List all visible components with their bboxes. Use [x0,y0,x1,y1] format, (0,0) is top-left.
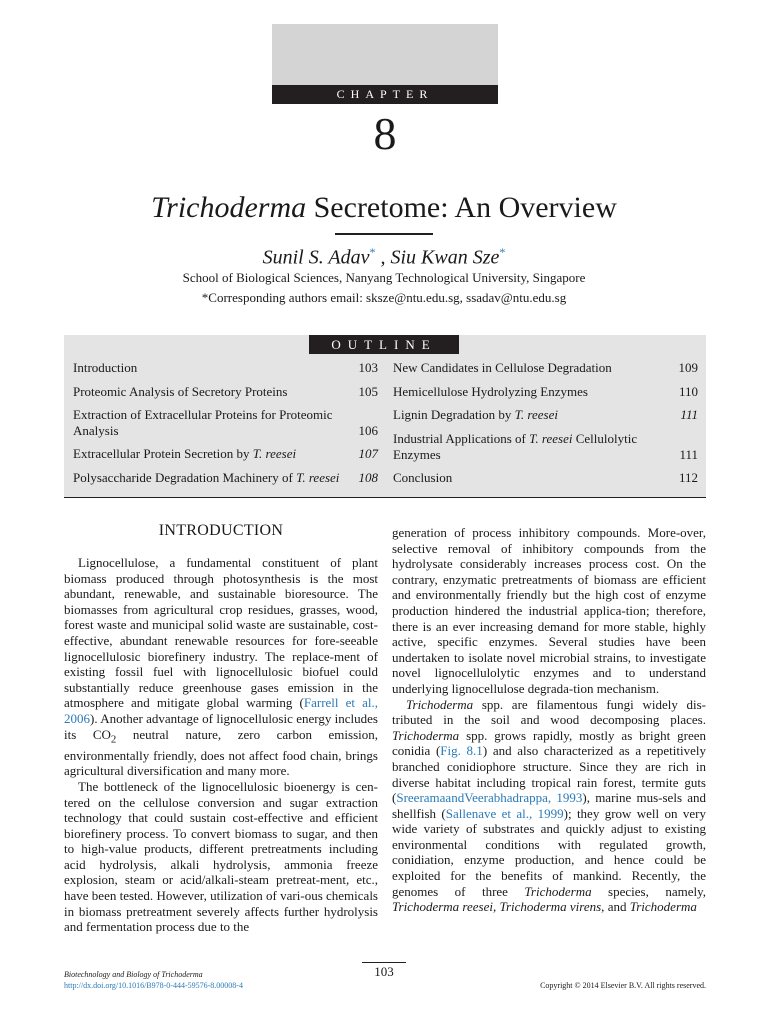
author-2-mark[interactable]: * [499,245,506,259]
authors [0,238,768,272]
paragraph-text: spp. grows rapidly, mostly as bright green conidia ( [392,727,706,759]
outline-item-title: Introduction [73,360,138,375]
section-heading: INTRODUCTION [158,522,284,539]
outline-item[interactable] [393,360,663,376]
title-italic: Trichoderma [151,191,307,224]
outline-item-title-cont: Analysis [73,423,119,438]
paragraph [392,697,706,915]
outline-item-title: Conclusion [393,470,453,485]
outline-item[interactable] [393,431,663,463]
affiliation: School of Biological Sciences, Nanyang Technological University, Singapore [182,270,586,285]
outline-item-title: Industrial Applications of [393,431,530,446]
species-name: Trichoderma [629,899,697,915]
author-1: Sunil S. Adav [262,246,370,269]
citation-link[interactable]: SreeramaandVeerabhadrappa, 1993 [396,790,583,806]
outline-item-page: 111 [679,447,698,462]
citation-link[interactable]: Sallenave et al., 1999 [445,805,564,821]
outline-item-title: Hemicellulose Hydrolyzing Enzymes [393,384,588,399]
outline-item-title: Extracellular Protein Secretion by [73,446,253,461]
outline-item[interactable] [73,384,343,400]
title-rest: Secretome: An Overview [306,191,617,224]
chapter-number: 8 [373,108,397,159]
chapter-title [0,188,768,228]
outline-item-page: 111 [680,407,698,422]
title-rule [335,233,433,235]
body-column-right [392,525,706,915]
species-name: Trichoderma [524,883,592,899]
paragraph-text: spp. are filamentous fungi widely dis-tributed in the soil and wood decomposing places. [392,696,706,728]
correspondence: *Corresponding authors email: sksze@ntu.edu.sg, ssadav@ntu.edu.sg [201,290,567,305]
outline-item-title: Extraction of Extracellular Proteins for Proteomic [73,407,333,422]
body-column-left [64,555,378,935]
journal-name: Biotechnology and Biology of Trichoderma [64,970,203,979]
outline-label: OUTLINE [309,335,459,354]
doi-link[interactable]: http://dx.doi.org/10.1016/B978-0-444-59576-8.00008-4 [64,981,243,990]
outline-item[interactable] [393,384,663,400]
author-1-mark[interactable]: * [369,245,376,259]
outline-item-title-cont: Enzymes [393,447,441,462]
outline-item-page: 105 [358,384,378,399]
outline-item[interactable] [73,407,353,439]
outline-item-page: 109 [678,360,698,375]
figure-link[interactable]: Fig. 8.1 [440,743,483,759]
outline-item-page: 107 [358,446,378,461]
outline-item-species: T. reesei [529,431,573,446]
paragraph-text: ); they grow well on very wide variety of substrates and quickly adjust to existing environmental conditions with regulated growth, conidiation, enzyme production, and hence could be exploited for the benefits of mankind. Recently, the genomes of three [392,805,706,899]
paragraph-text: species, namely, [591,883,706,899]
outline-item-title: Proteomic Analysis of Secretory Proteins [73,384,288,399]
outline-item[interactable] [73,360,343,376]
outline-item-title: Polysaccharide Degradation Machinery of [73,470,297,485]
paragraph-text: neutral nature, zero carbon emission, environmentally friendly, does not affect food chain, brings agricultural diversification and many more. [64,726,378,779]
paragraph [64,555,378,779]
outline-item[interactable] [393,407,663,423]
outline-item-page: 110 [678,384,698,399]
paragraph-text: ), marine mus-sels and shellfish ( [392,790,706,821]
paragraph-text: ) and also characterized as a repetitively branched conidiophore structure. Since they are rich in diverse habitat including tropical rain forest, termite guts ( [392,743,707,806]
outline-item-title: New Candidates in Cellulose Degradation [393,360,612,375]
outline-item[interactable] [73,470,343,486]
outline-item-species: T. reesei [252,446,297,461]
subscript: 2 [110,733,117,746]
species-name: Trichoderma [392,727,460,743]
chapter-label: CHAPTER [272,85,498,104]
paragraph-text: and [604,899,630,915]
outline-item-page: 103 [358,360,378,375]
outline-item-title: Lignin Degradation by [393,407,515,422]
page-number: 103 [362,962,406,981]
outline-item-page: 108 [358,470,378,485]
paragraph: The bottleneck of the lignocellulosic bioenergy is cen-tered on the cellulose conversion and sugar extraction technology that could sustain cost-effective and efficient biorefinery process. To convert biomass to sugar, and then to high-value products, different pretreatments including acid hydrolysis, alkali hydrolysis, ammonia freeze explosion, steam or acid/alkali-steam pretreat-ment, etc., have been tested. However, utilization of vari-ous chemicals in biomass pretreatment severely affects further hydrolysis and fermentation process due to the [64,778,378,935]
outline-item-page: 106 [358,423,378,438]
species-name: Trichoderma [406,696,474,712]
paragraph-text: ). Another advantage of lignocellulosic energy includes its CO [64,710,378,742]
outline-item-title-tail: Cellulolytic [572,431,638,446]
outline-item-species: T. reesei [296,470,340,485]
paragraph-text: Lignocellulose, a fundamental constituent of plant biomass produced through photosynthesis is the most abundant, renewable, and sustainable bioresource. The biomasses from agricultural crop residues, grasses, wood, forest waste and municipal solid waste are sustainable, cost-effective, abundant renewable resources for fore-seeable lignocellulosic biorefinery industry. The replace-ment of existing fossil fuel with lignocellulosic biofuel could substantially reduce greenhouse gases emission in the atmosphere and mitigate global warming ( [64,555,378,711]
paragraph: generation of process inhibitory compounds. More-over, selective removal of inhibitory compounds from the hydrolysate considerably increases process cost. On the contrary, enzymatic pretreatments of biomass are efficient and environmentally friendly but the high cost of enzyme production hindered the industrial applica-tion; therefore, there is an ever increasing demand for more stable, highly active, specific enzymes. Several studies have been undertaken to isolate novel microbial strains, to investigate novel lignocellulolytic enzymes and to understand underlying lignocellulose degrada-tion mechanism. [392,525,706,696]
outline-item-page: 112 [678,470,698,485]
species-name: Trichoderma reesei, Trichoderma virens, [392,899,605,915]
chapter-header-block [272,24,498,85]
outline-item[interactable] [393,470,663,486]
affiliation-block [0,268,768,308]
citation-link[interactable]: Farrell et al., 2006 [64,695,379,726]
author-separator: , [375,246,391,269]
footer-source [64,969,243,991]
outline-item[interactable] [73,446,343,462]
author-2: Siu Kwan Sze [390,246,500,269]
copyright: Copyright © 2014 Elsevier B.V. All rights reserved. [540,981,706,990]
outline-item-species: T. reesei [514,407,558,422]
